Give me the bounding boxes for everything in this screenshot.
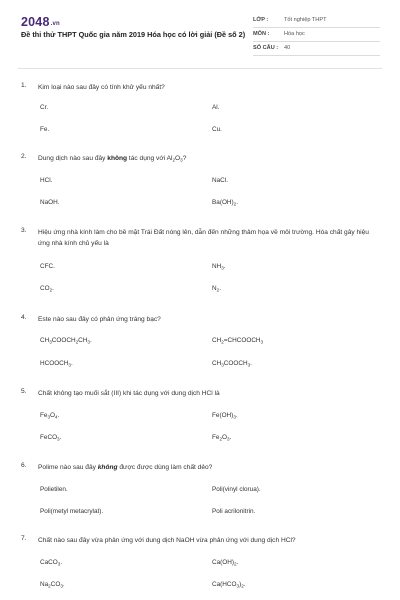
option-b[interactable]: Poli(vinyl clorua). xyxy=(212,486,261,493)
site-logo[interactable]: 2048.vn xyxy=(21,15,60,29)
option-a[interactable]: CFC. xyxy=(40,263,55,270)
question-text: Kim loại nào sau đây có tính khử yếu nhất? xyxy=(38,84,165,91)
question-text: Chất nào sau đây vừa phản ứng với dung dịch NaOH vừa phản ứng với dung dịch HCl? xyxy=(38,537,296,544)
meta-subject-value: Hóa học xyxy=(284,31,305,37)
meta-count-label: SỐ CÂU : xyxy=(253,45,279,51)
option-c[interactable]: $Na_2CO_3$. xyxy=(40,581,65,589)
option-b[interactable]: NaCl. xyxy=(212,177,228,184)
question-number: 5. xyxy=(21,388,27,395)
option-a[interactable]: $Fe_3O_4$. xyxy=(40,412,60,420)
option-d[interactable]: $Ba(OH)_2$. xyxy=(212,199,239,207)
meta-count-row xyxy=(253,42,380,56)
question-number: 4. xyxy=(21,314,27,321)
question-number: 2. xyxy=(21,153,27,160)
question-number: 6. xyxy=(21,462,27,469)
option-c[interactable]: FeCO$_3$. xyxy=(40,434,62,442)
question-number: 7. xyxy=(21,535,27,542)
meta-class-row xyxy=(253,14,380,28)
option-c[interactable]: Poli(metyl metacrylat). xyxy=(40,508,104,515)
meta-subject-label: MÔN : xyxy=(253,31,270,37)
option-c[interactable]: NaOH. xyxy=(40,199,60,206)
option-b[interactable]: $NH_3$. xyxy=(212,263,226,271)
option-c[interactable]: Fe. xyxy=(40,126,50,133)
option-b[interactable]: $CH_2=CHCOOCH_3$ xyxy=(212,337,264,345)
question-number: 1. xyxy=(21,82,27,89)
option-c[interactable]: $CO_2$. xyxy=(40,285,54,293)
meta-count-value: 40 xyxy=(284,45,291,51)
option-d[interactable]: $N_2$. xyxy=(212,285,221,293)
meta-class-value: Tốt nghiệp THPT xyxy=(284,17,327,23)
question-text: Polime nào sau đây không được được dùng làm chất dẻo? xyxy=(38,464,213,471)
question-text: Chất không tạo muối sắt (III) khi tác dụng với dung dịch HCl là xyxy=(38,390,220,397)
exam-title: Đề thi thử THPT Quốc gia năm 2019 Hóa học có lời giải (Đề số 2) xyxy=(21,30,246,39)
header-divider xyxy=(18,68,382,69)
option-a[interactable]: Cr. xyxy=(40,104,49,111)
meta-subject-row xyxy=(253,28,380,42)
option-b[interactable]: Al. xyxy=(212,104,220,111)
meta-class-label: LỚP : xyxy=(253,17,269,23)
option-a[interactable]: CaCO$_3$. xyxy=(40,559,63,567)
option-c[interactable]: $HCOOCH_3$. xyxy=(40,360,73,368)
option-a[interactable]: Polietilen. xyxy=(40,486,68,493)
option-d[interactable]: $Ca(HCO_3)_2$. xyxy=(212,581,246,589)
question-text: Hiệu ứng nhà kính làm cho bề mặt Trái Đất nóng lên, dẫn đến những thảm họa về môi trường. Hóa chất gây hiệu ứng nhà kính chủ yếu là xyxy=(38,229,369,247)
question-text: Dung dịch nào sau đây không tác dụng với $Al_2O_3$? xyxy=(38,155,187,163)
option-d[interactable]: $Fe_2O_3$. xyxy=(212,434,232,442)
question-text: Este nào sau đây có phản ứng tráng bạc? xyxy=(38,316,161,323)
option-d[interactable]: $CH_3COOCH_3$. xyxy=(212,360,252,368)
question-number: 3. xyxy=(21,227,27,234)
option-b[interactable]: $Ca(OH)_2$. xyxy=(212,559,239,567)
option-b[interactable]: $Fe(OH)_3$. xyxy=(212,412,238,420)
option-a[interactable]: HCl. xyxy=(40,177,53,184)
option-d[interactable]: Cu. xyxy=(212,126,222,133)
option-a[interactable]: $CH_3COOCH_2CH_3$. xyxy=(40,337,92,345)
page-header xyxy=(0,0,400,62)
option-d[interactable]: Poli acrilonitrin. xyxy=(212,508,256,515)
